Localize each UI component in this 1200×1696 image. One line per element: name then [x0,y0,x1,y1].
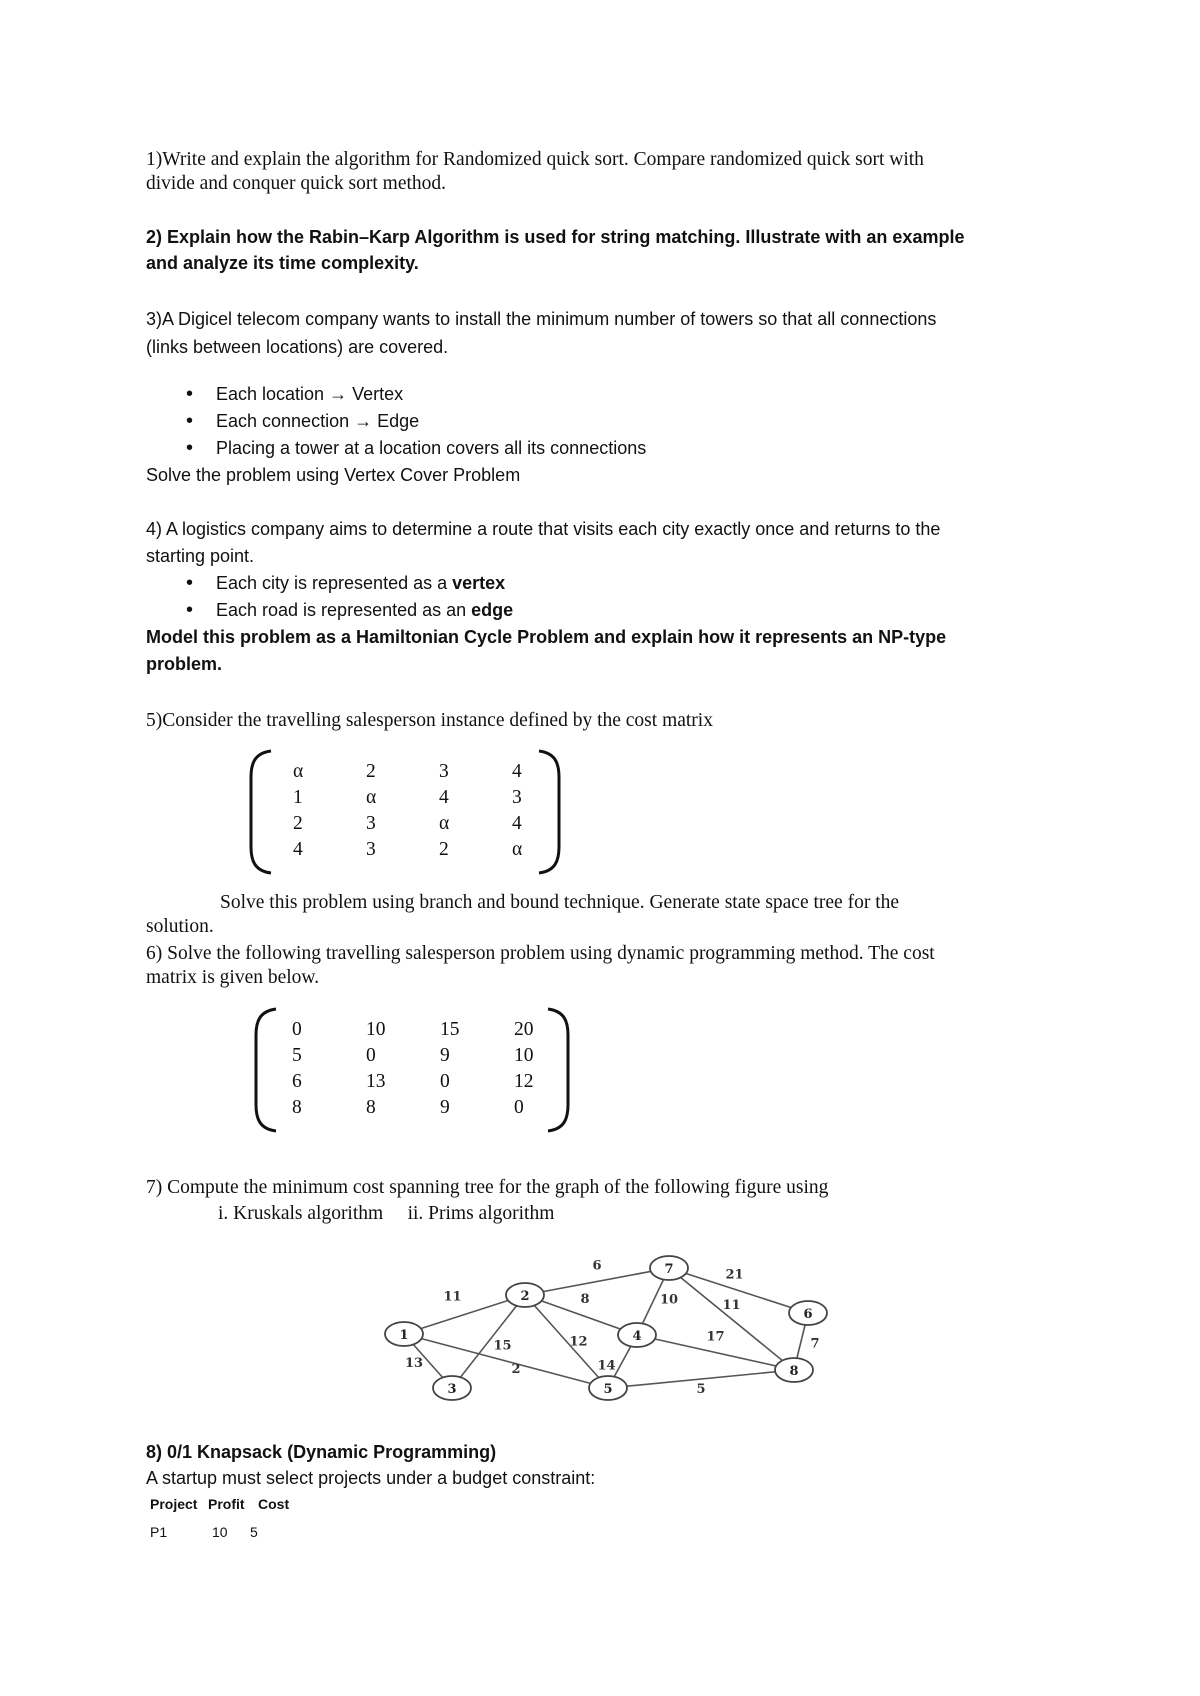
q4-task2: problem. [146,654,223,674]
knapsack-table-header [150,1496,289,1512]
matrix-cell: 5 [292,1045,302,1066]
matrix-cell: 2 [366,761,376,782]
matrix-cell: 4 [512,761,522,782]
bullet-icon [186,598,216,622]
edge-weight-label: 2 [511,1362,521,1377]
left-bracket-icon [250,1005,280,1135]
q3-bullet-text: Each connection → Edge [216,411,420,431]
matrix-cell: 4 [512,813,522,834]
matrix-cell: 2 [439,839,449,860]
table-cell: P1 [150,1524,168,1540]
left-bracket-icon [245,747,275,877]
q7-methods: i. Kruskals algorithm ii. Prims algorithm [218,1203,555,1224]
bullet-icon [186,436,216,460]
q1-line2: divide and conquer quick sort method. [146,173,447,194]
matrix-cell: 3 [512,787,522,808]
matrix-cell: 1 [293,787,303,808]
matrix-cell: 9 [440,1097,450,1118]
graph-edge [669,1268,794,1370]
q1-line1: 1)Write and explain the algorithm for Randomized quick sort. Compare randomized quick sort with [146,149,924,170]
q6-cost-matrix [250,1005,574,1135]
q8-title: 8) 0/1 Knapsack (Dynamic Programming) [146,1442,497,1462]
edge-weight-label: 5 [696,1382,706,1397]
edge-weight-label: 17 [706,1329,725,1345]
node-label: 2 [520,1289,530,1304]
matrix-cell: 0 [514,1097,524,1118]
node-label: 7 [664,1262,674,1277]
q4-bullet-bold: vertex [452,573,506,593]
matrix-cell: 6 [292,1071,302,1092]
q8-intro: A startup must select projects under a budget constraint: [146,1468,596,1488]
q4-task1: Model this problem as a Hamiltonian Cycle Problem and explain how it represents an NP-type [146,627,947,647]
q4-bullet-edge [186,598,513,622]
matrix-cell: 8 [292,1097,302,1118]
graph-edge [525,1295,608,1388]
q4-line2: starting point. [146,546,255,566]
matrix-cell: 20 [514,1019,534,1040]
q3-bullet-text: Each location → Vertex [216,384,404,404]
q4-line1: 4) A logistics company aims to determine a route that visits each city exactly once and returns to the [146,519,941,539]
q5-solve2: solution. [146,916,214,937]
matrix-cell: α [293,761,304,782]
edge-weight-label: 12 [569,1334,588,1350]
matrix-cell: 0 [366,1045,376,1066]
q3-bullet [186,382,403,406]
edge-weight-label: 11 [722,1298,741,1313]
edge-weight-label: 6 [592,1258,602,1274]
spanning-tree-graph [376,1240,836,1410]
edge-weight-label: 7 [810,1336,820,1352]
matrix-cell: 0 [292,1019,302,1040]
edge-weight-label: 15 [493,1338,512,1354]
graph-edge [404,1295,525,1334]
q5-intro: 5)Consider the travelling salesperson instance defined by the cost matrix [146,710,713,731]
matrix-cell: 0 [440,1071,450,1092]
matrix-cell: 4 [439,787,449,808]
matrix-cell: 13 [366,1071,386,1092]
edge-weight-label: 10 [659,1292,679,1308]
q3-bullet-text: Placing a tower at a location covers all its connections [216,438,647,458]
right-bracket-icon [535,747,565,877]
q3-line1: 3)A Digicel telecom company wants to install the minimum number of towers so that all connections [146,309,937,329]
matrix-cell: 10 [514,1045,534,1066]
table-header-cell: Project [150,1496,198,1512]
matrix-cell: α [439,813,450,834]
q2-line2: and analyze its time complexity. [146,253,419,273]
q3-line2: (links between locations) are covered. [146,337,449,357]
edge-weight-label: 8 [580,1292,590,1307]
q7-intro: 7) Compute the minimum cost spanning tree for the graph of the following figure using [146,1177,829,1198]
table-row [150,1524,258,1540]
q3-bullet [186,409,419,433]
table-cell: 10 [212,1524,228,1540]
matrix-cell: 3 [366,813,376,834]
matrix-cell: 10 [366,1019,386,1040]
node-label: 8 [789,1364,799,1379]
node-label: 3 [447,1382,457,1397]
q3-bullet [186,436,646,460]
matrix-cell: 12 [514,1071,534,1092]
matrix-cell: α [512,839,523,860]
edge-weight-label: 13 [404,1356,424,1371]
node-label: 4 [632,1329,642,1344]
edge-weight-label: 14 [597,1358,616,1374]
matrix-cell: 9 [440,1045,450,1066]
q4-bullet-bold: edge [471,600,514,620]
bullet-icon [186,409,216,433]
table-cell: 5 [250,1524,258,1540]
q6-line1: 6) Solve the following travelling salesperson problem using dynamic programming method. The cost [146,943,935,964]
node-label: 1 [399,1328,409,1343]
bullet-icon [186,382,216,406]
q4-bullet-text: Each road is represented as an [216,600,472,620]
matrix-cell: α [366,787,377,808]
edge-weight-label: 21 [725,1267,744,1283]
matrix-cell: 4 [293,839,303,860]
q2-line1: 2) Explain how the Rabin–Karp Algorithm is used for string matching. Illustrate with an example [146,227,965,247]
edge-weight-label: 11 [443,1289,462,1305]
node-label: 6 [803,1307,813,1322]
q5-solve1: Solve this problem using branch and bound technique. Generate state space tree for the [220,892,900,913]
bullet-icon [186,571,216,595]
q4-bullet-text: Each city is represented as a [216,573,453,593]
right-bracket-icon [544,1005,574,1135]
q4-bullet-vertex [186,571,505,595]
q5-cost-matrix [245,747,565,877]
matrix-cell: 2 [293,813,303,834]
matrix-cell: 8 [366,1097,376,1118]
q6-line2: matrix is given below. [146,967,320,988]
matrix-cell: 3 [366,839,376,860]
table-header-cell: Profit [208,1496,245,1512]
matrix-cell: 15 [440,1019,460,1040]
node-label: 5 [603,1382,613,1397]
matrix-cell: 3 [439,761,449,782]
q3-footer: Solve the problem using Vertex Cover Problem [146,465,521,485]
table-header-cell: Cost [258,1496,290,1512]
